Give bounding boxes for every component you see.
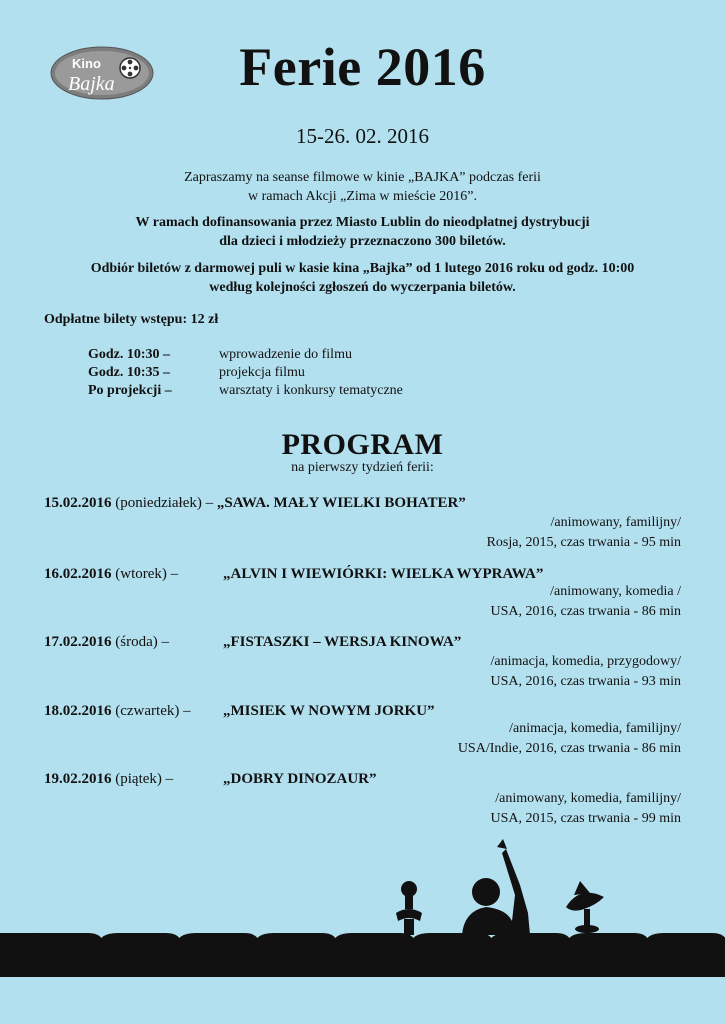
film-date: 19.02.2016 xyxy=(44,771,112,787)
film-title: „FISTASZKI – WERSJA KINOWA” xyxy=(223,634,462,650)
pickup-text xyxy=(0,259,725,297)
pickup-line-1: Odbiór biletów z darmowej puli w kasie kina „Bajka” od 1 lutego 2016 roku od godz. 10:00 xyxy=(90,261,635,276)
film-info: USA, 2015, czas trwania - 99 min xyxy=(490,811,681,826)
film-info: USA, 2016, czas trwania - 86 min xyxy=(490,604,681,619)
film-meta xyxy=(490,789,681,829)
schedule-time: Godz. 10:35 – xyxy=(88,365,171,380)
film-genre: /animowany, familijny/ xyxy=(550,515,681,530)
film-meta xyxy=(490,582,681,622)
intro-text xyxy=(0,168,725,206)
page-title: Ferie 2016 xyxy=(239,37,486,97)
cinema-audience-silhouette xyxy=(0,835,725,985)
film-date: 15.02.2016 xyxy=(44,495,112,511)
film-title: „DOBRY DINOZAUR” xyxy=(223,771,377,787)
funding-text xyxy=(0,213,725,251)
film-title: „ALVIN I WIEWIÓRKI: WIELKA WYPRAWA” xyxy=(223,566,544,582)
film-entry xyxy=(44,703,435,720)
film-genre: /animacja, komedia, familijny/ xyxy=(509,721,681,736)
schedule-desc: wprowadzenie do filmu xyxy=(219,347,352,362)
film-entry xyxy=(44,771,377,788)
schedule-time: Godz. 10:30 – xyxy=(88,347,171,362)
schedule-row xyxy=(88,364,305,381)
film-genre: /animacja, komedia, przygodowy/ xyxy=(490,654,681,669)
film-day: (czwartek) – xyxy=(115,703,191,719)
film-entry xyxy=(44,495,466,512)
film-meta xyxy=(490,652,681,692)
film-date: 16.02.2016 xyxy=(44,566,112,582)
event-dates: 15-26. 02. 2016 xyxy=(296,124,429,148)
logo-line1: Kino xyxy=(72,56,101,71)
pickup-line-2: według kolejności zgłoszeń do wyczerpania biletów. xyxy=(209,280,516,295)
program-subheading: na pierwszy tydzień ferii: xyxy=(291,460,434,475)
intro-line-1: Zapraszamy na seanse filmowe w kinie „BAJKA” podczas ferii xyxy=(184,170,541,185)
schedule-row xyxy=(88,346,352,363)
film-date: 18.02.2016 xyxy=(44,703,112,719)
schedule-desc: projekcja filmu xyxy=(219,365,305,380)
program-heading: PROGRAM xyxy=(281,428,444,461)
funding-line-2: dla dzieci i młodzieży przeznaczono 300 biletów. xyxy=(219,234,506,249)
film-entry xyxy=(44,634,461,651)
film-info: USA, 2016, czas trwania - 93 min xyxy=(490,674,681,689)
film-info: USA/Indie, 2016, czas trwania - 86 min xyxy=(457,741,681,756)
film-day: (piątek) – xyxy=(115,771,174,787)
film-date: 17.02.2016 xyxy=(44,634,112,650)
film-genre: /animowany, komedia / xyxy=(550,584,681,599)
film-day: (środa) – xyxy=(115,634,169,650)
film-meta xyxy=(458,719,681,759)
film-day: (poniedziałek) – xyxy=(115,495,214,511)
film-genre: /animowany, komedia, familijny/ xyxy=(495,791,681,806)
film-info: Rosja, 2015, czas trwania - 95 min xyxy=(486,535,681,550)
intro-line-2: w ramach Akcji „Zima w mieście 2016”. xyxy=(248,189,477,204)
film-day: (wtorek) – xyxy=(115,566,179,582)
schedule-row xyxy=(88,382,403,399)
ticket-price: Odpłatne bilety wstępu: 12 zł xyxy=(44,312,219,327)
logo-line2: Bajka xyxy=(68,73,115,95)
schedule-desc: warsztaty i konkursy tematyczne xyxy=(219,383,403,398)
schedule-time: Po projekcji – xyxy=(88,383,172,398)
film-title: „MISIEK W NOWYM JORKU” xyxy=(223,703,435,719)
funding-line-1: W ramach dofinansowania przez Miasto Lublin do nieodpłatnej dystrybucji xyxy=(135,215,590,230)
film-title: „SAWA. MAŁY WIELKI BOHATER” xyxy=(216,495,466,511)
film-meta xyxy=(487,513,681,553)
film-entry xyxy=(44,566,543,583)
